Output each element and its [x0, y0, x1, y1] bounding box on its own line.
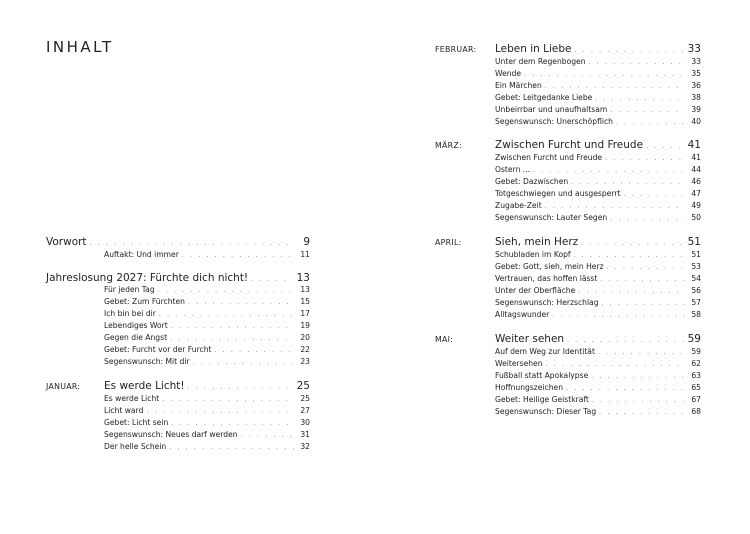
page-title: INHALT [46, 38, 114, 56]
toc-entry [104, 357, 310, 366]
toc-entry-title: Auf dem Weg zur Identität [495, 347, 595, 356]
toc-entry-title: Fußball statt Apokalypse [495, 371, 589, 380]
toc-entry-title: Unter dem Regenbogen [495, 57, 586, 66]
toc-page-number: 39 [691, 105, 701, 114]
toc-leader-dots [545, 203, 685, 210]
toc-entry-title: Alltagswunder [495, 310, 550, 319]
toc-leader-dots [546, 361, 685, 368]
toc-entry-title: Licht ward [104, 406, 144, 415]
toc-page-number: 30 [300, 418, 310, 427]
toc-leader-dots [646, 143, 684, 150]
toc-entry-title: Ein Märchen [495, 81, 542, 90]
toc-entry-title: Segenswunsch: Dieser Tag [495, 407, 597, 416]
toc-page-number: 57 [691, 298, 701, 307]
toc-page-number: 62 [691, 359, 701, 368]
toc-page-number: 9 [303, 236, 310, 248]
toc-entry [495, 57, 701, 66]
toc-page-number: 31 [300, 430, 310, 439]
toc-entry [495, 310, 701, 319]
toc-page-number: 54 [691, 274, 701, 283]
toc-entry [495, 347, 701, 356]
toc-entry [104, 406, 310, 415]
toc-entry [495, 286, 701, 295]
toc-entry [495, 81, 701, 90]
toc-page-number: 36 [691, 81, 701, 90]
toc-entry-title: Vorwort [46, 236, 87, 248]
toc-page-number: 19 [300, 321, 310, 330]
toc-leader-dots [90, 240, 294, 247]
toc-entry [104, 345, 310, 354]
toc-entry [495, 117, 701, 126]
toc-leader-dots [533, 167, 685, 174]
toc-entry [495, 105, 701, 114]
toc-page-number: 51 [687, 236, 701, 248]
toc-page-number: 35 [691, 69, 701, 78]
toc-leader-dots [188, 384, 293, 391]
toc-page-number: 13 [296, 272, 310, 284]
toc-leader-dots [610, 215, 685, 222]
toc-entry [495, 395, 701, 404]
toc-entry [104, 442, 310, 451]
toc-entry [104, 250, 310, 259]
toc-page-number: 33 [691, 57, 701, 66]
toc-leader-dots [605, 155, 685, 162]
toc-leader-dots [616, 119, 685, 126]
toc-page-number: 22 [300, 345, 310, 354]
toc-entry [104, 394, 310, 403]
toc-page-number: 59 [691, 347, 701, 356]
toc-entry-title: Auftakt: Und immer [104, 250, 179, 259]
toc-page-number: 58 [691, 310, 701, 319]
toc-page-number: 25 [296, 380, 310, 392]
toc-leader-dots [170, 335, 294, 342]
toc-leader-dots [193, 359, 294, 366]
month-label: FEBRUAR: [435, 45, 477, 54]
toc-entry-title: Gebet: Gott, sieh, mein Herz [495, 262, 604, 271]
toc-leader-dots [592, 397, 685, 404]
toc-page-number: 40 [691, 117, 701, 126]
toc-leader-dots [171, 420, 294, 427]
toc-page-number: 17 [300, 309, 310, 318]
toc-entry-title: Vertrauen, das hoffen lässt [495, 274, 598, 283]
toc-page-number: 13 [300, 285, 310, 294]
toc-entry-title: Jahreslosung 2027: Fürchte dich nicht! [46, 272, 249, 284]
toc-entry-title: Leben in Liebe [495, 43, 572, 55]
right-page [375, 0, 750, 534]
toc-page-number: 67 [691, 395, 701, 404]
toc-entry [495, 407, 701, 416]
toc-leader-dots [241, 432, 294, 439]
toc-leader-dots [600, 276, 685, 283]
toc-entry-title: Hoffnungszeichen [495, 383, 564, 392]
toc-leader-dots [591, 373, 685, 380]
toc-entry [495, 153, 701, 162]
toc-leader-dots [598, 349, 685, 356]
toc-entry-title: Gebet: Leitgedanke Liebe [495, 93, 593, 102]
toc-entry-title: Es werde Licht [104, 394, 160, 403]
toc-page-number: 11 [300, 250, 310, 259]
toc-page-number: 41 [687, 139, 701, 151]
toc-leader-dots [623, 191, 685, 198]
toc-entry [495, 93, 701, 102]
toc-entry [46, 272, 310, 284]
toc-page-number: 47 [691, 189, 701, 198]
toc-page-number: 65 [691, 383, 701, 392]
toc-entry [495, 262, 701, 271]
toc-entry-title: Weitersehen [495, 359, 543, 368]
toc-leader-dots [146, 408, 294, 415]
toc-entry-title: Sieh, mein Herz [495, 236, 579, 248]
toc-page-number: 32 [300, 442, 310, 451]
toc-leader-dots [574, 252, 685, 259]
toc-entry-title: Der helle Schein [104, 442, 167, 451]
toc-page-number: 44 [691, 165, 701, 174]
toc-page-number: 38 [691, 93, 701, 102]
month-label: MAI: [435, 335, 454, 344]
toc-leader-dots [602, 300, 685, 307]
toc-page-number: 53 [691, 262, 701, 271]
toc-entry-title: Segenswunsch: Herzschlag [495, 298, 599, 307]
toc-entry [104, 418, 310, 427]
toc-entry-title: Segenswunsch: Neues darf werden [104, 430, 238, 439]
toc-entry-title: Gebet: Licht sein [104, 418, 169, 427]
toc-entry-title: Schubladen im Kopf [495, 250, 571, 259]
toc-entry [495, 69, 701, 78]
toc-leader-dots [552, 312, 685, 319]
toc-page-number: 15 [300, 297, 310, 306]
toc-entry-title: Totgeschwiegen und ausgesperrt [495, 189, 621, 198]
toc-entry-title: Wende [495, 69, 522, 78]
toc-page-number: 41 [691, 153, 701, 162]
toc-entry-title: Gebet: Dazwischen [495, 177, 569, 186]
toc-entry-title: Gebet: Furcht vor der Furcht [104, 345, 212, 354]
toc-entry [495, 250, 701, 259]
toc-entry-title: Lebendiges Wort [104, 321, 168, 330]
month-label: MÄRZ: [435, 141, 462, 150]
toc-entry-title: Gebet: Zum Fürchten [104, 297, 185, 306]
toc-entry [495, 236, 701, 248]
toc-entry [104, 380, 310, 392]
toc-entry [495, 333, 701, 345]
toc-leader-dots [607, 264, 685, 271]
toc-entry [495, 201, 701, 210]
toc-entry-title: Zwischen Furcht und Freude [495, 153, 603, 162]
toc-leader-dots [571, 179, 685, 186]
toc-leader-dots [567, 337, 684, 344]
toc-entry [495, 359, 701, 368]
toc-page-number: 68 [691, 407, 701, 416]
toc-entry [495, 371, 701, 380]
toc-entry [495, 213, 701, 222]
toc-leader-dots [169, 444, 294, 451]
toc-entry [495, 165, 701, 174]
toc-entry-title: Unbeirrbar und unaufhaltsam [495, 105, 608, 114]
toc-leader-dots [599, 409, 685, 416]
toc-leader-dots [162, 396, 294, 403]
toc-leader-dots [171, 323, 294, 330]
toc-page-number: 51 [691, 250, 701, 259]
toc-entry-title: Unter der Oberfläche [495, 286, 576, 295]
toc-entry-title: Zwischen Furcht und Freude [495, 139, 644, 151]
toc-page-number: 23 [300, 357, 310, 366]
toc-page-number: 46 [691, 177, 701, 186]
toc-page-number: 20 [300, 333, 310, 342]
toc-entry-title: Für jeden Tag [104, 285, 155, 294]
toc-entry-title: Gegen die Angst [104, 333, 168, 342]
toc-entry-title: Weiter sehen [495, 333, 565, 345]
toc-entry-title: Es werde Licht! [104, 380, 185, 392]
toc-entry [104, 333, 310, 342]
month-label: APRIL: [435, 238, 462, 247]
toc-leader-dots [158, 287, 294, 294]
toc-entry [104, 285, 310, 294]
toc-entry [104, 321, 310, 330]
toc-page-number: 59 [687, 333, 701, 345]
toc-page-number: 50 [691, 213, 701, 222]
toc-page-number: 63 [691, 371, 701, 380]
toc-entry [495, 298, 701, 307]
toc-entry [104, 297, 310, 306]
toc-leader-dots [566, 385, 685, 392]
toc-entry [495, 177, 701, 186]
toc-leader-dots [159, 311, 294, 318]
toc-entry [495, 43, 701, 55]
toc-leader-dots [251, 276, 292, 283]
toc-entry [104, 430, 310, 439]
toc-page-number: 33 [687, 43, 701, 55]
toc-leader-dots [188, 299, 294, 306]
toc-entry-title: Zugabe-Zeit [495, 201, 542, 210]
toc-leader-dots [215, 347, 295, 354]
toc-entry [495, 139, 701, 151]
toc-entry [46, 236, 310, 248]
toc-leader-dots [182, 252, 294, 259]
toc-page-number: 27 [300, 406, 310, 415]
toc-leader-dots [524, 71, 685, 78]
toc-leader-dots [589, 59, 685, 66]
toc-page-number: 56 [691, 286, 701, 295]
toc-entry-title: Segenswunsch: Lauter Segen [495, 213, 608, 222]
toc-entry [495, 189, 701, 198]
toc-leader-dots [581, 240, 683, 247]
toc-entry-title: Segenswunsch: Unerschöpflich [495, 117, 613, 126]
toc-page-number: 25 [300, 394, 310, 403]
toc-leader-dots [610, 107, 685, 114]
toc-entry-title: Ostern ... [495, 165, 531, 174]
month-label: JANUAR: [46, 382, 81, 391]
toc-entry [495, 383, 701, 392]
toc-entry-title: Ich bin bei dir [104, 309, 156, 318]
toc-entry-title: Gebet: Heilige Geistkraft [495, 395, 589, 404]
toc-leader-dots [575, 47, 684, 54]
toc-leader-dots [545, 83, 685, 90]
toc-entry-title: Segenswunsch: Mit dir [104, 357, 190, 366]
toc-leader-dots [578, 288, 685, 295]
toc-page-number: 49 [691, 201, 701, 210]
toc-entry [104, 309, 310, 318]
toc-entry [495, 274, 701, 283]
toc-leader-dots [595, 95, 685, 102]
